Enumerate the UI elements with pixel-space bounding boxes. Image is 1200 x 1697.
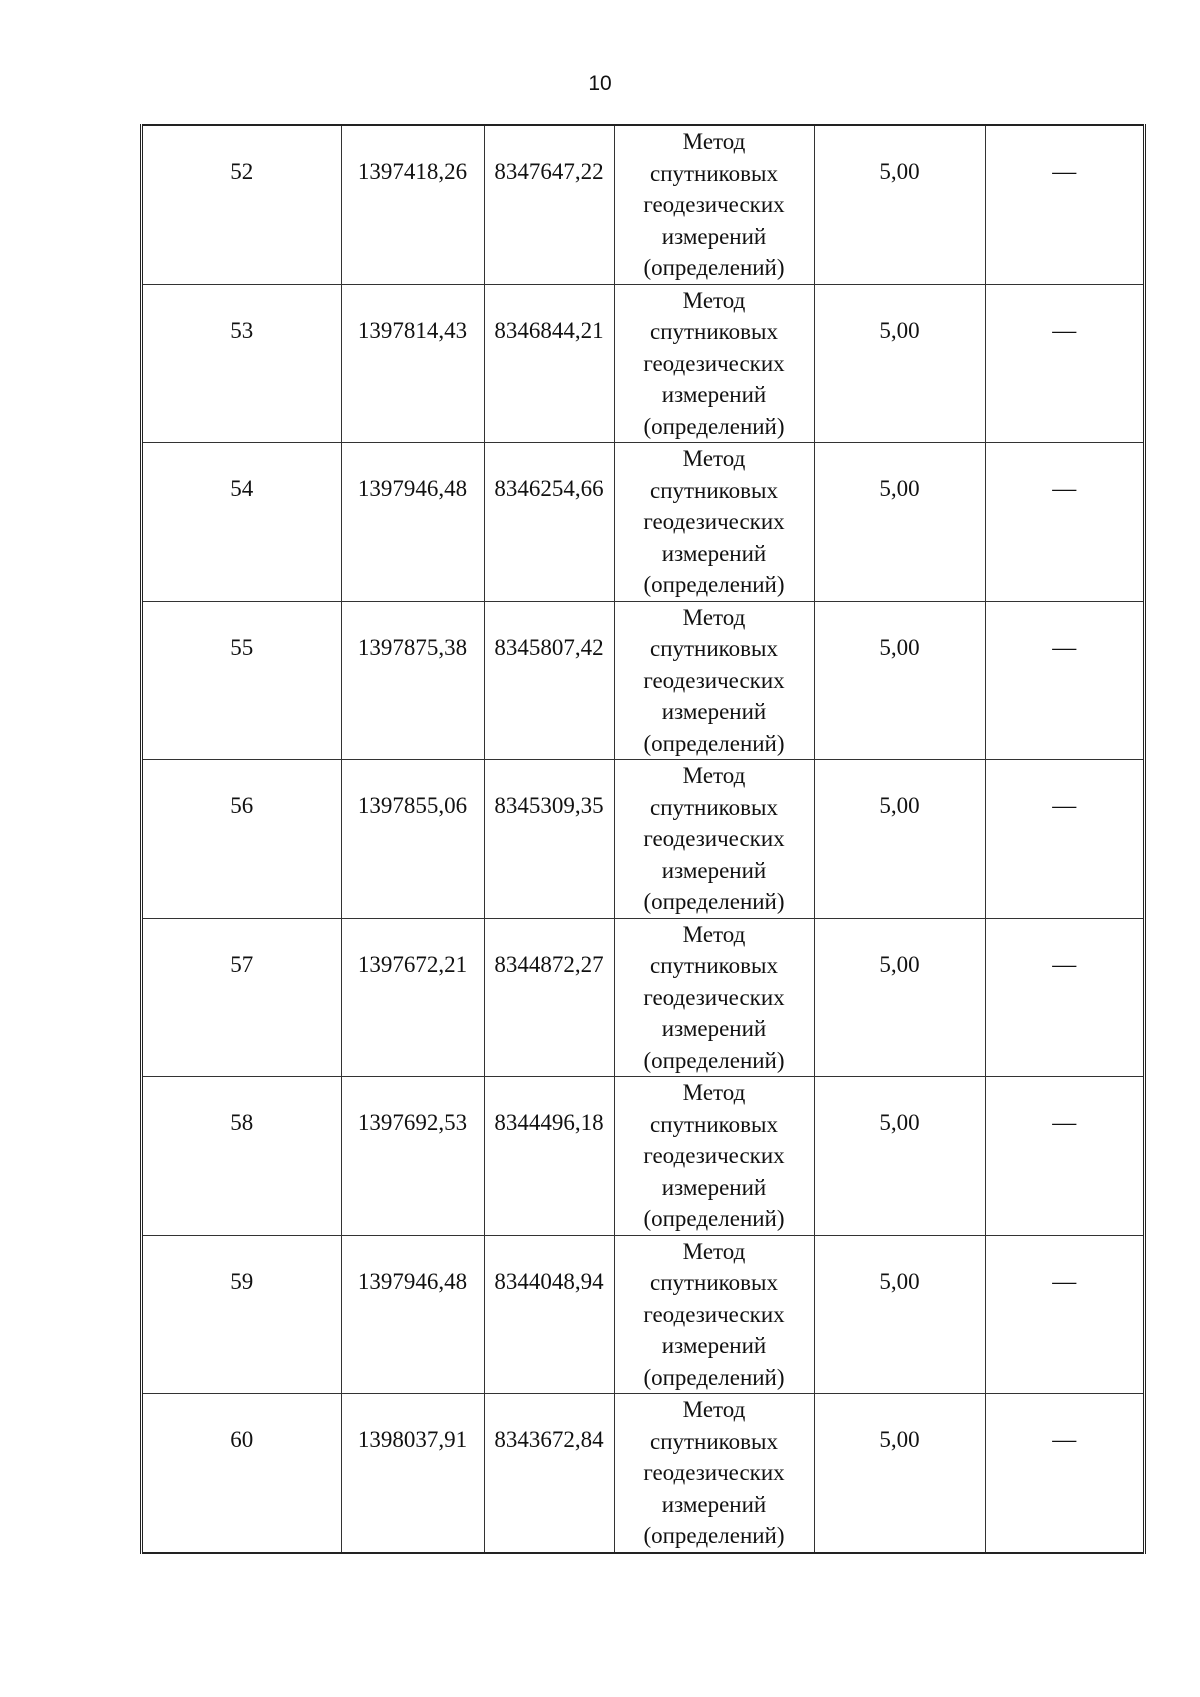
y-coordinate-cell: 8344872,27 bbox=[484, 918, 614, 1077]
x-coordinate-cell: 1397814,43 bbox=[341, 284, 484, 443]
x-coordinate-cell: 1397418,26 bbox=[341, 125, 484, 284]
method-cell bbox=[614, 918, 814, 1077]
method-cell bbox=[614, 1394, 814, 1553]
y-coordinate-cell: 8345309,35 bbox=[484, 760, 614, 919]
x-coordinate-cell: 1397875,38 bbox=[341, 601, 484, 760]
y-coordinate-cell: 8345807,42 bbox=[484, 601, 614, 760]
method-line: Метод bbox=[682, 129, 746, 154]
accuracy-cell: 5,00 bbox=[814, 1235, 985, 1394]
table-row bbox=[143, 284, 1143, 443]
method-line: геодезических bbox=[643, 1460, 785, 1485]
method-line: геодезических bbox=[643, 350, 785, 376]
y-coordinate-cell: 8346844,21 bbox=[484, 284, 614, 443]
method-line: спутниковых bbox=[649, 953, 778, 978]
point-number-cell: 52 bbox=[143, 125, 341, 284]
method-cell bbox=[614, 760, 814, 919]
point-number-cell: 56 bbox=[143, 760, 341, 919]
point-number-cell: 59 bbox=[143, 1235, 341, 1394]
method-line: Метод bbox=[682, 287, 746, 313]
accuracy-cell: 5,00 bbox=[814, 601, 985, 760]
x-coordinate-cell: 1397672,21 bbox=[341, 918, 484, 1077]
method-line: спутниковых bbox=[649, 477, 778, 503]
table-row bbox=[143, 918, 1143, 1077]
method-line: спутниковых bbox=[649, 794, 778, 820]
table-row bbox=[143, 443, 1143, 602]
method-line: геодезических bbox=[643, 667, 785, 693]
y-coordinate-cell: 8344496,18 bbox=[484, 1077, 614, 1236]
method-line: (определений) bbox=[643, 1523, 785, 1548]
note-cell: — bbox=[985, 760, 1143, 919]
method-line: измерений bbox=[661, 1491, 767, 1517]
page-number: 10 bbox=[588, 72, 612, 95]
note-cell: — bbox=[985, 918, 1143, 1077]
point-number-cell: 57 bbox=[143, 918, 341, 1077]
method-line: (определений) bbox=[643, 1047, 785, 1073]
method-line: спутниковых bbox=[649, 319, 778, 344]
note-cell: — bbox=[985, 125, 1143, 284]
note-cell: — bbox=[985, 1077, 1143, 1236]
table-row bbox=[143, 760, 1143, 919]
method-cell bbox=[614, 1077, 814, 1236]
method-line: измерений bbox=[661, 382, 767, 407]
method-line: геодезических bbox=[643, 1143, 785, 1168]
accuracy-cell: 5,00 bbox=[814, 284, 985, 443]
method-line: геодезических bbox=[643, 509, 785, 534]
method-line: измерений bbox=[661, 1016, 767, 1041]
table-row bbox=[143, 125, 1143, 284]
method-line: Метод bbox=[682, 1397, 746, 1422]
method-line: Метод bbox=[682, 921, 746, 947]
method-line: геодезических bbox=[643, 192, 785, 217]
accuracy-cell: 5,00 bbox=[814, 125, 985, 284]
method-cell bbox=[614, 1235, 814, 1394]
method-line: Метод bbox=[682, 604, 746, 630]
coordinates-table-frame bbox=[140, 124, 1146, 1554]
method-line: геодезических bbox=[643, 826, 785, 851]
point-number-cell: 54 bbox=[143, 443, 341, 602]
note-cell: — bbox=[985, 1394, 1143, 1553]
method-line: измерений bbox=[661, 699, 767, 724]
accuracy-cell: 5,00 bbox=[814, 1394, 985, 1553]
x-coordinate-cell: 1397692,53 bbox=[341, 1077, 484, 1236]
method-cell bbox=[614, 443, 814, 602]
method-cell bbox=[614, 284, 814, 443]
method-line: Метод bbox=[682, 1238, 746, 1264]
method-line: измерений bbox=[661, 1333, 767, 1358]
method-line: Метод bbox=[682, 1080, 746, 1105]
method-line: спутниковых bbox=[649, 160, 778, 186]
method-line: (определений) bbox=[643, 572, 785, 597]
note-cell: — bbox=[985, 284, 1143, 443]
table-row bbox=[143, 1394, 1143, 1553]
x-coordinate-cell: 1397946,48 bbox=[341, 1235, 484, 1394]
note-cell: — bbox=[985, 601, 1143, 760]
y-coordinate-cell: 8343672,84 bbox=[484, 1394, 614, 1553]
table-row bbox=[143, 1077, 1143, 1236]
y-coordinate-cell: 8344048,94 bbox=[484, 1235, 614, 1394]
table-row bbox=[143, 601, 1143, 760]
method-line: (определений) bbox=[643, 889, 785, 914]
method-line: (определений) bbox=[643, 413, 785, 439]
accuracy-cell: 5,00 bbox=[814, 760, 985, 919]
x-coordinate-cell: 1398037,91 bbox=[341, 1394, 484, 1553]
method-line: (определений) bbox=[643, 255, 785, 280]
x-coordinate-cell: 1397855,06 bbox=[341, 760, 484, 919]
point-number-cell: 53 bbox=[143, 284, 341, 443]
method-line: спутниковых bbox=[649, 1428, 778, 1454]
accuracy-cell: 5,00 bbox=[814, 918, 985, 1077]
note-cell: — bbox=[985, 443, 1143, 602]
y-coordinate-cell: 8346254,66 bbox=[484, 443, 614, 602]
method-line: (определений) bbox=[643, 1364, 785, 1390]
coordinates-table bbox=[143, 124, 1143, 1554]
method-line: спутниковых bbox=[649, 636, 778, 661]
point-number-cell: 60 bbox=[143, 1394, 341, 1553]
method-line: геодезических bbox=[643, 984, 785, 1010]
point-number-cell: 55 bbox=[143, 601, 341, 760]
note-cell: — bbox=[985, 1235, 1143, 1394]
method-line: Метод bbox=[682, 446, 746, 471]
table-body bbox=[143, 125, 1143, 1553]
method-line: геодезических bbox=[643, 1301, 785, 1327]
method-line: Метод bbox=[682, 763, 746, 788]
method-line: спутниковых bbox=[649, 1111, 778, 1137]
accuracy-cell: 5,00 bbox=[814, 1077, 985, 1236]
method-cell bbox=[614, 601, 814, 760]
point-number-cell: 58 bbox=[143, 1077, 341, 1236]
method-line: спутниковых bbox=[649, 1270, 778, 1295]
table-row bbox=[143, 1235, 1143, 1394]
method-line: измерений bbox=[661, 857, 767, 883]
method-line: измерений bbox=[661, 223, 767, 249]
method-line: измерений bbox=[661, 1174, 767, 1200]
accuracy-cell: 5,00 bbox=[814, 443, 985, 602]
x-coordinate-cell: 1397946,48 bbox=[341, 443, 484, 602]
method-cell bbox=[614, 125, 814, 284]
y-coordinate-cell: 8347647,22 bbox=[484, 125, 614, 284]
method-line: измерений bbox=[661, 540, 767, 566]
method-line: (определений) bbox=[643, 730, 785, 756]
method-line: (определений) bbox=[643, 1206, 785, 1231]
